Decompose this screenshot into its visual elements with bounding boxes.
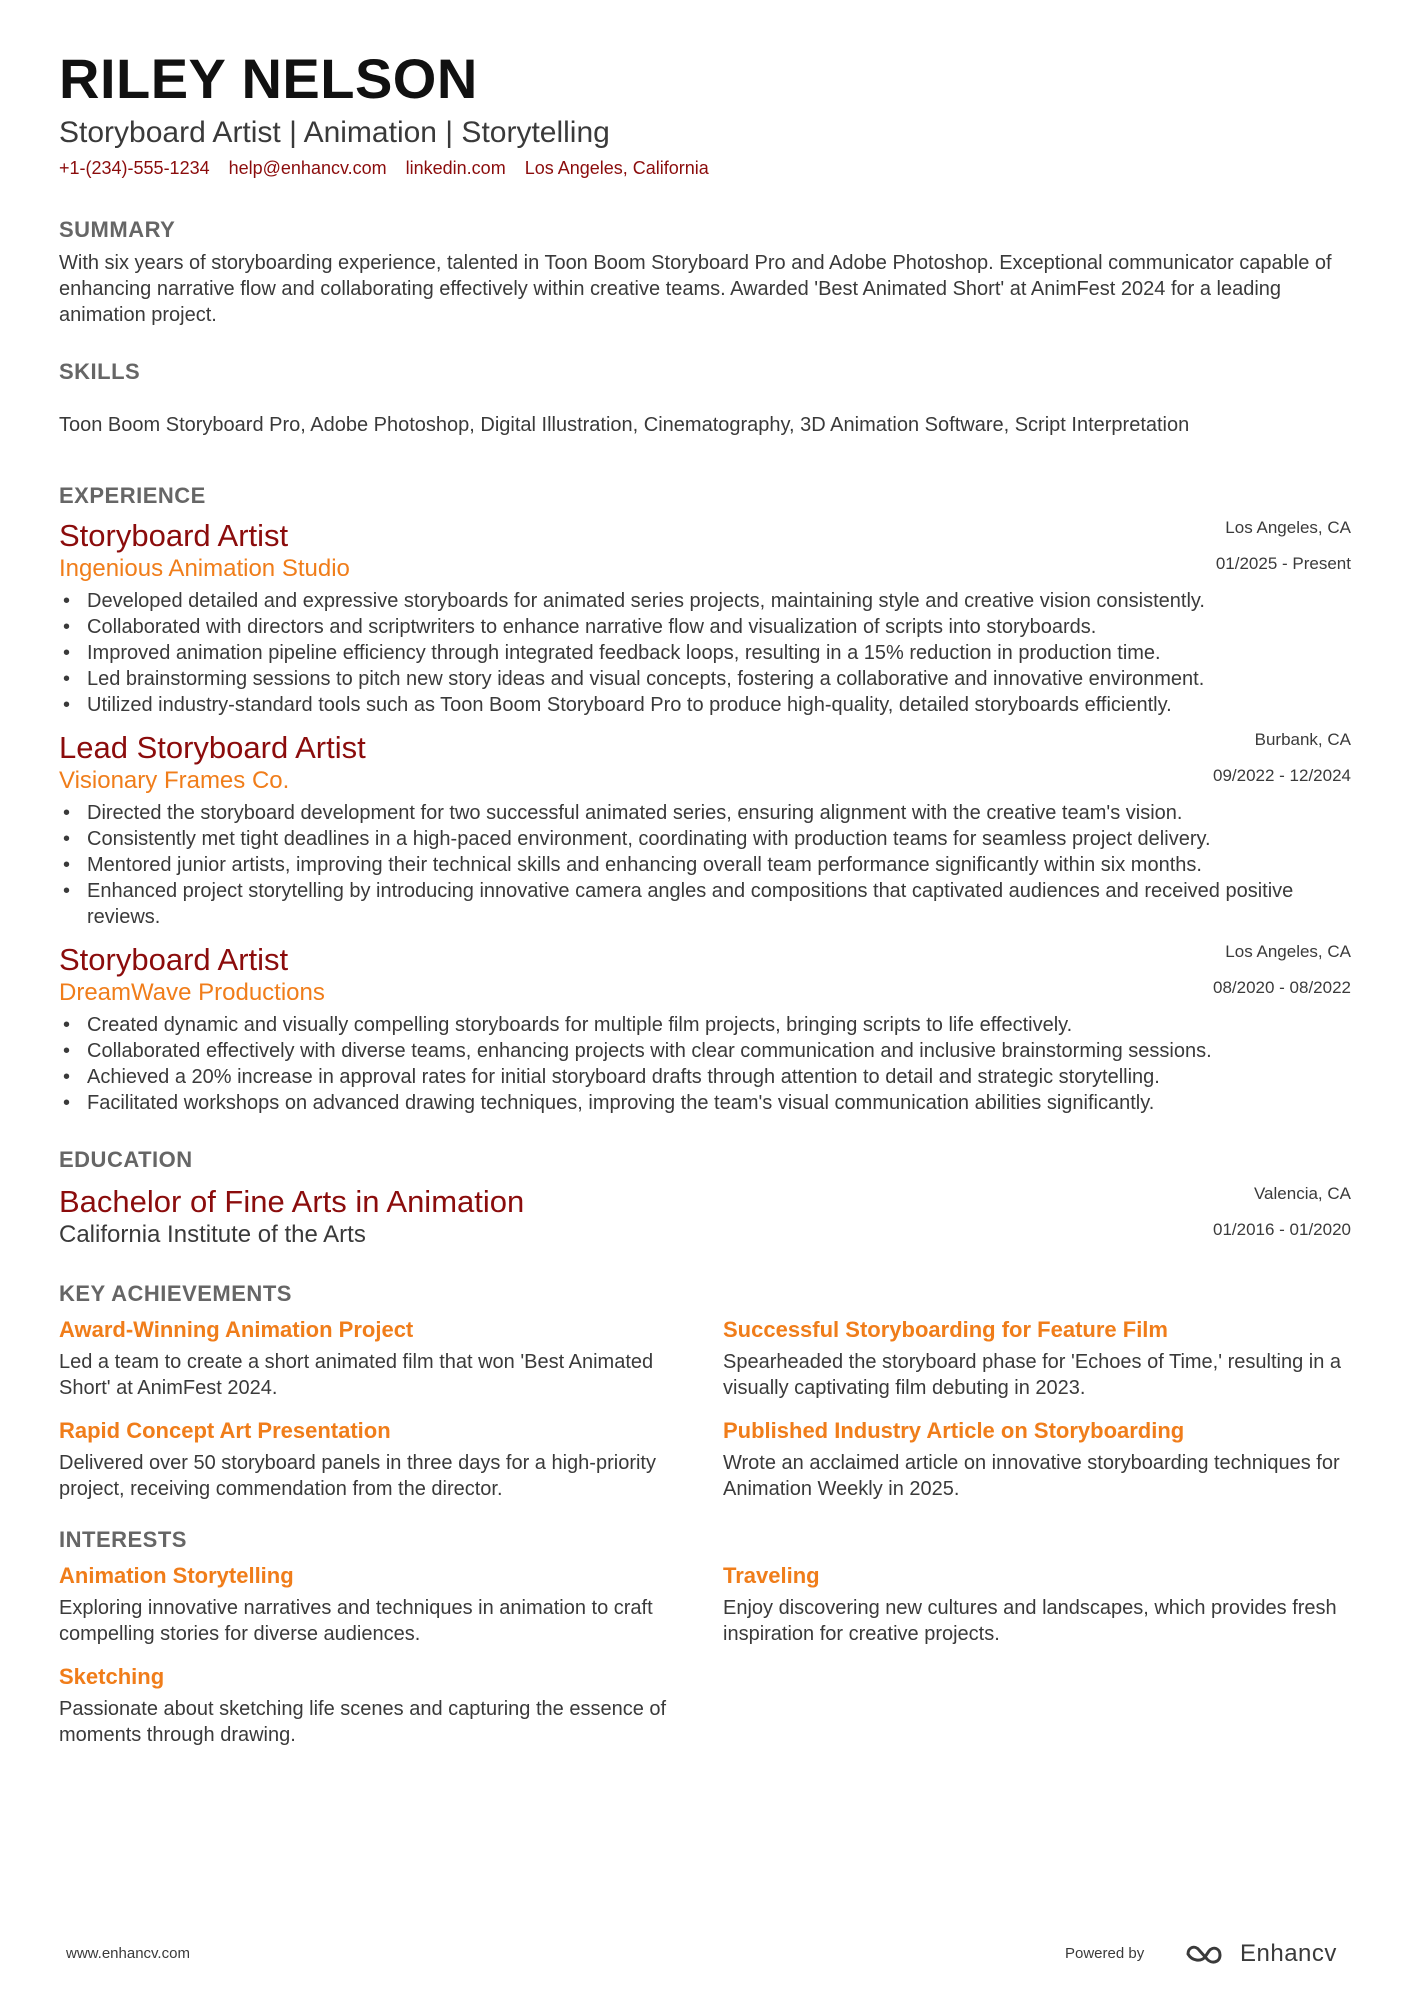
bullet-item: • Facilitated workshops on advanced drawing techniques, improving the team's visual communication abilities significantly. xyxy=(59,1090,1351,1116)
bullet-item: • Collaborated effectively with diverse teams, enhancing projects with clear communication and inclusive brainstorming sessions. xyxy=(59,1038,1351,1064)
job-entry xyxy=(59,518,1351,718)
interest-item xyxy=(59,1562,687,1647)
job-dates: 08/2020 - 08/2022 xyxy=(1212,978,1351,997)
education-location: Valencia, CA xyxy=(1253,1184,1351,1203)
headline: Storyboard Artist | Animation | Storytelling xyxy=(59,116,610,149)
achievement-title: Successful Storyboarding for Feature Film xyxy=(723,1317,1168,1342)
education-dates: 01/2016 - 01/2020 xyxy=(1212,1220,1351,1239)
interests-grid xyxy=(59,1562,1351,1748)
achievement-desc: Spearheaded the storyboard phase for 'Echoes of Time,' resulting in a visually captivating film debuting in 2023. xyxy=(723,1351,1342,1399)
job-company: Ingenious Animation Studio xyxy=(59,555,350,582)
powered-by-label: Powered by xyxy=(1065,1945,1145,1962)
section-title-interests: INTERESTS xyxy=(59,1527,187,1552)
contact-linkedin[interactable]: linkedin.com xyxy=(405,158,506,178)
achievement-title: Rapid Concept Art Presentation xyxy=(59,1418,391,1443)
job-bullets xyxy=(59,1012,1351,1116)
achievement-title: Award-Winning Animation Project xyxy=(59,1317,414,1342)
contact-email[interactable]: help@enhancv.com xyxy=(228,158,387,178)
interest-item xyxy=(59,1663,687,1748)
job-location: Los Angeles, CA xyxy=(1225,942,1351,961)
job-company: Visionary Frames Co. xyxy=(59,767,290,794)
enhancv-logo-icon xyxy=(1184,1940,1230,1968)
enhancv-brand[interactable]: Enhancv xyxy=(1240,1940,1337,1967)
job-location: Burbank, CA xyxy=(1254,730,1351,749)
bullet-item: • Consistently met tight deadlines in a high-paced environment, coordinating with production teams for seamless project delivery. xyxy=(59,826,1351,852)
achievements-grid xyxy=(59,1316,1351,1502)
section-title-experience: EXPERIENCE xyxy=(59,483,206,508)
achievement-desc: Delivered over 50 storyboard panels in three days for a high-priority project, receiving commendation from the director. xyxy=(59,1452,656,1500)
bullet-item: • Led brainstorming sessions to pitch new story ideas and visual concepts, fostering a collaborative and innovative environment. xyxy=(59,666,1351,692)
achievement-desc: Wrote an acclaimed article on innovative storyboarding techniques for Animation Weekly in 2025. xyxy=(723,1452,1340,1500)
bullet-item: • Enhanced project storytelling by introducing innovative camera angles and compositions that captivated audiences and received positive reviews. xyxy=(59,878,1351,930)
interest-title: Traveling xyxy=(723,1563,820,1588)
bullet-item: • Developed detailed and expressive storyboards for animated series projects, maintaining style and creative vision consistently. xyxy=(59,588,1351,614)
job-title: Storyboard Artist xyxy=(59,942,289,977)
page-footer xyxy=(0,1940,1410,1970)
section-title-achievements: KEY ACHIEVEMENTS xyxy=(59,1281,292,1306)
achievement-title: Published Industry Article on Storyboarding xyxy=(723,1418,1185,1443)
section-title-education: EDUCATION xyxy=(59,1147,193,1172)
skills-text: Toon Boom Storyboard Pro, Adobe Photoshop, Digital Illustration, Cinematography, 3D Animation Software, Script Interpretation xyxy=(59,414,1190,436)
candidate-name: RILEY NELSON xyxy=(59,47,478,110)
achievement-item xyxy=(723,1417,1351,1502)
footer-url[interactable]: www.enhancv.com xyxy=(66,1945,190,1962)
contact-row xyxy=(59,156,1351,180)
job-entry xyxy=(59,942,1351,1116)
bullet-item: • Collaborated with directors and scriptwriters to enhance narrative flow and visualization of scripts into storyboards. xyxy=(59,614,1351,640)
achievement-item xyxy=(723,1316,1351,1401)
degree: Bachelor of Fine Arts in Animation xyxy=(59,1184,525,1219)
job-bullets xyxy=(59,800,1351,930)
job-entry xyxy=(59,730,1351,930)
section-title-summary: SUMMARY xyxy=(59,217,176,242)
bullet-item: • Utilized industry-standard tools such as Toon Boom Storyboard Pro to produce high-quality, detailed storyboards efficiently. xyxy=(59,692,1351,718)
interest-desc: Passionate about sketching life scenes and capturing the essence of moments through drawing. xyxy=(59,1698,667,1746)
interest-item xyxy=(723,1562,1351,1647)
contact-location: Los Angeles, California xyxy=(524,158,709,178)
job-bullets xyxy=(59,588,1351,718)
achievements-section xyxy=(59,1280,1351,1502)
bullet-item: • Mentored junior artists, improving their technical skills and enhancing overall team performance significantly within six months. xyxy=(59,852,1351,878)
job-company: DreamWave Productions xyxy=(59,979,325,1006)
summary-section xyxy=(59,216,1351,328)
interest-desc: Enjoy discovering new cultures and landscapes, which provides fresh inspiration for creative projects. xyxy=(723,1597,1337,1645)
experience-section xyxy=(59,482,1351,1116)
bullet-item: • Improved animation pipeline efficiency through integrated feedback loops, resulting in a 15% reduction in production time. xyxy=(59,640,1351,666)
job-dates: 09/2022 - 12/2024 xyxy=(1212,766,1351,785)
skills-section xyxy=(59,358,1351,438)
section-title-skills: SKILLS xyxy=(59,359,141,384)
interest-desc: Exploring innovative narratives and techniques in animation to craft compelling stories for diverse audiences. xyxy=(59,1597,653,1645)
interest-title: Sketching xyxy=(59,1664,165,1689)
achievement-desc: Led a team to create a short animated film that won 'Best Animated Short' at AnimFest 2024. xyxy=(59,1351,654,1399)
resume-header xyxy=(59,46,1351,180)
school: California Institute of the Arts xyxy=(59,1221,366,1248)
bullet-item: • Directed the storyboard development for two successful animated series, ensuring alignment with the creative team's vision. xyxy=(59,800,1351,826)
job-title: Storyboard Artist xyxy=(59,518,289,553)
bullet-item: • Created dynamic and visually compelling storyboards for multiple film projects, bringing scripts to life effectively. xyxy=(59,1012,1351,1038)
bullet-item: • Achieved a 20% increase in approval rates for initial storyboard drafts through attention to detail and strategic storytelling. xyxy=(59,1064,1351,1090)
interest-title: Animation Storytelling xyxy=(59,1563,294,1588)
contact-phone[interactable]: +1-(234)-555-1234 xyxy=(59,158,210,178)
achievement-item xyxy=(59,1417,687,1502)
summary-text: With six years of storyboarding experience, talented in Toon Boom Storyboard Pro and Adobe Photoshop. Exceptional communicator capable of enhancing narrative flow and collaborating effectively within creative teams. Awarded 'Best Animated Short' at AnimFest 2024 for a leading animation project. xyxy=(59,252,1332,326)
education-section xyxy=(59,1146,1351,1250)
job-title: Lead Storyboard Artist xyxy=(59,730,366,765)
education-entry xyxy=(59,1184,1351,1250)
job-location: Los Angeles, CA xyxy=(1225,518,1351,537)
achievement-item xyxy=(59,1316,687,1401)
interests-section xyxy=(59,1526,1351,1748)
job-dates: 01/2025 - Present xyxy=(1215,554,1351,573)
